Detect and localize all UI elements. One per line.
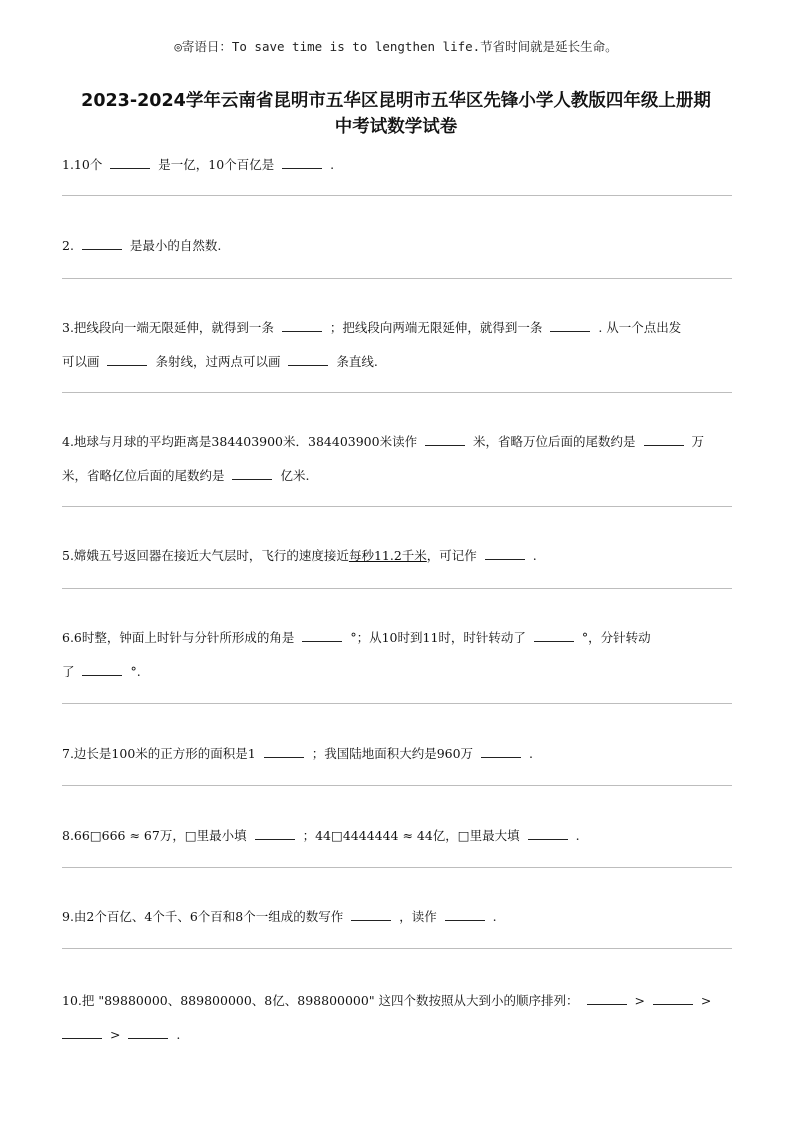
question-text: 1.10个 xyxy=(62,157,107,172)
question-4 xyxy=(62,425,732,493)
question-text: . xyxy=(528,548,537,563)
answer-blank[interactable] xyxy=(587,992,627,1005)
question-text: 7.边长是100米的正方形的面积是1 xyxy=(62,746,260,761)
question-text: 亿米. xyxy=(276,468,310,483)
question-1 xyxy=(62,148,732,182)
question-text: ，可记作 xyxy=(426,548,481,563)
question-divider xyxy=(62,867,732,868)
question-line xyxy=(62,345,732,379)
answer-blank[interactable] xyxy=(481,745,521,758)
question-text: > xyxy=(696,993,712,1008)
answer-blank[interactable] xyxy=(288,353,328,366)
question-line xyxy=(62,655,732,689)
question-5 xyxy=(62,539,732,573)
question-text: ；把线段向两端无限延伸，就得到一条 xyxy=(325,320,547,335)
question-text: 是最小的自然数. xyxy=(125,238,222,253)
question-line xyxy=(62,1018,732,1052)
question-text: 4.地球与月球的平均距离是384403900米．384403900米读作 xyxy=(62,434,422,449)
answer-blank[interactable] xyxy=(485,547,525,560)
question-text: 10.把 "89880000、889800000、8亿、898800000" 这四个数按照从大到小的顺序排列： xyxy=(62,993,583,1008)
question-divider xyxy=(62,506,732,507)
question-text: 3.把线段向一端无限延伸，就得到一条 xyxy=(62,320,278,335)
answer-blank[interactable] xyxy=(110,156,150,169)
question-7 xyxy=(62,737,732,771)
answer-blank[interactable] xyxy=(528,827,568,840)
question-text: ，读作 xyxy=(395,909,441,924)
answer-blank[interactable] xyxy=(282,319,322,332)
question-text: 条射线，过两点可以画 xyxy=(151,354,285,369)
question-text: > xyxy=(630,993,649,1008)
question-text: 2. xyxy=(62,238,78,253)
question-text: . xyxy=(326,157,335,172)
question-text: . 从一个点出发 xyxy=(594,320,682,335)
answer-blank[interactable] xyxy=(351,908,391,921)
question-divider xyxy=(62,703,732,704)
question-line xyxy=(62,425,732,459)
question-text: 5.嫦娥五号返回器在接近大气层时，飞行的速度接近 xyxy=(62,548,349,563)
answer-blank[interactable] xyxy=(128,1026,168,1039)
underlined-speed-text: 每秒11.2千米 xyxy=(348,548,427,563)
answer-blank[interactable] xyxy=(445,908,485,921)
question-divider xyxy=(62,195,732,196)
question-2 xyxy=(62,229,732,263)
answer-blank[interactable] xyxy=(264,745,304,758)
question-text: . xyxy=(488,909,497,924)
question-6 xyxy=(62,621,732,689)
question-text: . xyxy=(525,746,533,761)
answer-blank[interactable] xyxy=(550,319,590,332)
question-divider xyxy=(62,278,732,279)
answer-blank[interactable] xyxy=(255,827,295,840)
question-line xyxy=(62,621,732,655)
answer-blank[interactable] xyxy=(82,663,122,676)
question-line xyxy=(62,539,732,573)
question-text: °，分针转动 xyxy=(577,630,651,645)
question-text: . xyxy=(172,1027,181,1042)
answer-blank[interactable] xyxy=(107,353,147,366)
question-text: . xyxy=(571,828,580,843)
question-10 xyxy=(62,984,732,1052)
answer-blank[interactable] xyxy=(425,433,465,446)
answer-blank[interactable] xyxy=(653,992,693,1005)
answer-blank[interactable] xyxy=(534,629,574,642)
question-line xyxy=(62,148,732,182)
question-line xyxy=(62,984,732,1018)
question-9 xyxy=(62,900,732,934)
question-text: °；从10时到11时，时针转动了 xyxy=(346,630,530,645)
answer-blank[interactable] xyxy=(62,1026,102,1039)
question-divider xyxy=(62,392,732,393)
question-text: 了 xyxy=(62,664,79,679)
answer-blank[interactable] xyxy=(82,237,122,250)
exam-title-line-2: 中考试数学试卷 xyxy=(334,117,458,137)
exam-title xyxy=(40,88,752,140)
answer-blank[interactable] xyxy=(232,467,272,480)
question-line xyxy=(62,819,732,853)
question-text: 万 xyxy=(687,434,704,449)
answer-blank[interactable] xyxy=(302,629,342,642)
question-text: 米，省略万位后面的尾数约是 xyxy=(469,434,640,449)
question-text: 8.66□666 ≈ 67万，□里最小填 xyxy=(62,828,251,843)
header-motto: ◎寄语日：To save time is to lengthen life.节省时间就是延长生命。 xyxy=(174,39,618,54)
question-text: 可以画 xyxy=(62,354,104,369)
question-text: ；我国陆地面积大约是960万 xyxy=(307,746,478,761)
question-text: °. xyxy=(126,664,141,679)
question-divider xyxy=(62,588,732,589)
answer-blank[interactable] xyxy=(282,156,322,169)
question-line xyxy=(62,900,732,934)
question-line xyxy=(62,229,732,263)
question-text: 6.6时整，钟面上时针与分针所形成的角是 xyxy=(62,630,299,645)
question-text: ；44□4444444 ≈ 44亿，□里最大填 xyxy=(298,828,524,843)
question-line xyxy=(62,459,732,493)
answer-blank[interactable] xyxy=(644,433,684,446)
question-text: 是一亿，10个百亿是 xyxy=(154,157,279,172)
question-line xyxy=(62,737,732,771)
question-divider xyxy=(62,948,732,949)
question-text: 米，省略亿位后面的尾数约是 xyxy=(62,468,229,483)
question-3 xyxy=(62,311,732,379)
question-line xyxy=(62,311,732,345)
question-text: 9.由2个百亿、4个千、6个百和8个一组成的数写作 xyxy=(62,909,348,924)
question-8 xyxy=(62,819,732,853)
question-text: > xyxy=(106,1027,125,1042)
question-text: 条直线. xyxy=(332,354,378,369)
exam-title-line-1: 2023-2024学年云南省昆明市五华区昆明市五华区先锋小学人教版四年级上册期 xyxy=(81,91,711,111)
question-divider xyxy=(62,785,732,786)
